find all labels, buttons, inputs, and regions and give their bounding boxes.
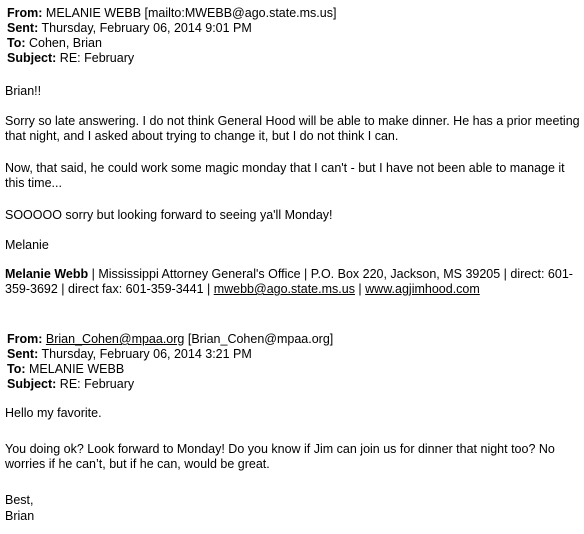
to-value: Cohen, Brian [29,36,102,50]
from-value: [Brian_Cohen@mpaa.org] [184,332,334,346]
sent-value: Thursday, February 06, 2014 3:21 PM [41,347,252,361]
subject-label: Subject: [7,377,57,391]
signature [5,267,580,297]
signature-website-link[interactable]: www.agjimhood.com [365,282,480,296]
body-paragraph: Hello my favorite. [5,406,102,420]
body-paragraph: SOOOOO sorry but looking forward to seeing ya'll Monday! [5,208,333,222]
body-paragraph: Now, that said, he could work some magic monday that I can't - but I have not been able to manage it this time... [5,161,565,190]
from-email-link[interactable]: Brian_Cohen@mpaa.org [45,332,185,346]
sent-label: Sent: [7,347,39,361]
subject-value: RE: February [59,377,135,391]
closing: Best, [5,493,34,507]
body-paragraph: Sorry so late answering. I do not think General Hood will be able to make dinner. He has a prior meeting that night, and I asked about trying to change it, but I do not think I can. [5,114,580,143]
sent-line [7,21,252,36]
signature-email-link[interactable]: mwebb@ago.state.ms.us [213,282,355,296]
closing-name: Brian [5,509,35,523]
subject-line [7,51,134,66]
to-line [7,36,102,51]
from-label: From: [7,332,43,346]
from-value: MELANIE WEBB [mailto:MWEBB@ago.state.ms.us] [45,6,337,20]
from-line [7,332,333,347]
from-line [7,6,336,21]
signature-separator: | [354,282,366,296]
signature-name: Melanie Webb [5,267,89,281]
subject-label: Subject: [7,51,57,65]
sent-value: Thursday, February 06, 2014 9:01 PM [41,21,252,35]
sent-line [7,347,252,362]
signoff: Melanie [5,238,49,252]
subject-line [7,377,134,392]
greeting: Brian!! [5,84,42,98]
to-line [7,362,124,377]
body-paragraph: You doing ok? Look forward to Monday! Do you know if Jim can join us for dinner that night too? No worries if he can’t, but if he can, would be great. [5,442,555,471]
sent-label: Sent: [7,21,39,35]
to-label: To: [7,362,26,376]
from-label: From: [7,6,43,20]
signature-details: | Mississippi Attorney General's Office | P.O. Box 220, Jackson, MS 39205 | direct: 601-359-3692 | direct fax: 601-359-3441 | [5,267,573,296]
subject-value: RE: February [59,51,135,65]
to-label: To: [7,36,26,50]
to-value: MELANIE WEBB [29,362,125,376]
